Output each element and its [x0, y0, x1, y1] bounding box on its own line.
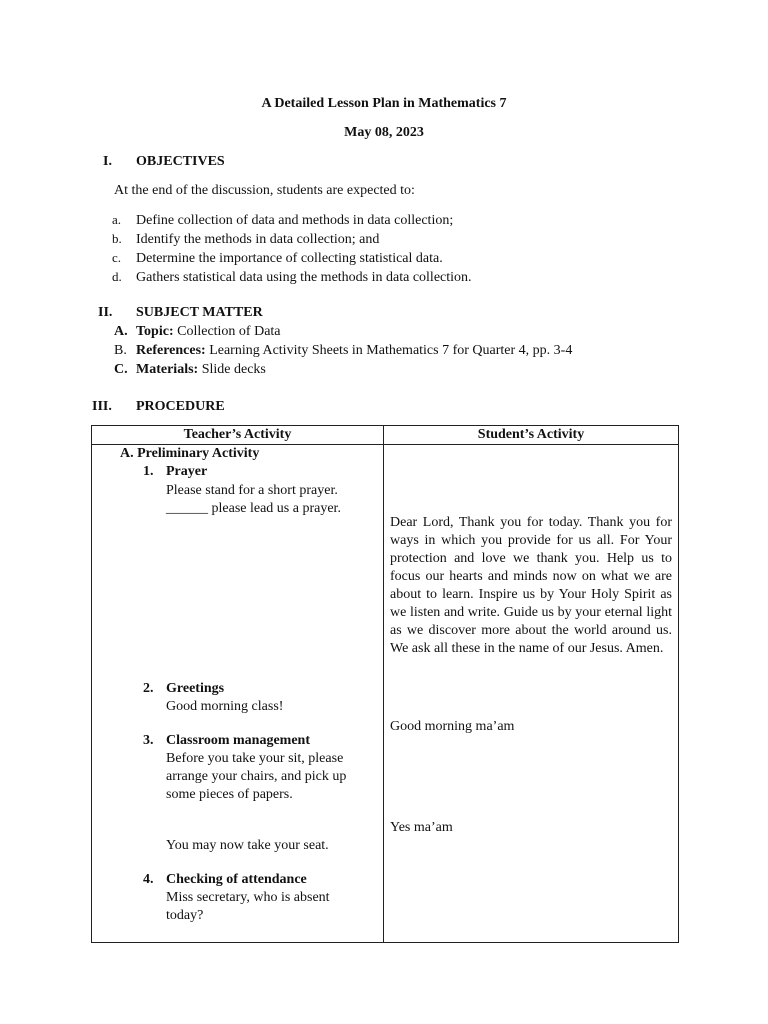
- objective-item: [112, 249, 443, 268]
- step-title-attendance: Checking of attendance: [166, 872, 307, 887]
- step-title-classroom-management: Classroom management: [166, 733, 311, 748]
- column-header-student: Student’s Activity: [384, 426, 679, 445]
- section-number-subject-matter: II.: [98, 305, 113, 320]
- subject-value: Collection of Data: [177, 324, 281, 339]
- step-title-greetings: Greetings: [166, 681, 225, 696]
- objective-text: Gathers statistical data using the methods in data collection.: [136, 270, 472, 285]
- objective-item: [112, 211, 453, 230]
- subject-topic: [114, 323, 281, 341]
- table-header-row: [92, 426, 679, 445]
- prayer-line-2: ______ please lead us a prayer.: [166, 501, 341, 516]
- section-heading-procedure: PROCEDURE: [136, 399, 225, 414]
- list-marker: c.: [112, 250, 122, 265]
- objective-text: Define collection of data and methods in data collection;: [136, 213, 454, 228]
- subject-label: References:: [136, 343, 206, 358]
- list-marker: A.: [114, 324, 128, 339]
- greetings-line: Good morning class!: [166, 699, 284, 714]
- preliminary-activity-heading: A. Preliminary Activity: [120, 446, 260, 461]
- subject-value: Slide decks: [201, 362, 266, 377]
- list-marker: C.: [114, 362, 128, 377]
- prayer-response: Dear Lord, Thank you for today. Thank you for ways in which you provide for us all. For Your protection and love we thank you. Help us to focus our hearts and minds now on what we are about to learn. Inspire us by Your Holy Spirit as we listen and write. Guide us by your eternal light as we discover more about the world around us. We ask all these in the name of our Jesus. Amen.: [390, 515, 672, 656]
- column-header-teacher: Teacher’s Activity: [92, 426, 384, 445]
- document-date: May 08, 2023: [344, 125, 424, 140]
- subject-value: Learning Activity Sheets in Mathematics 7 for Quarter 4, pp. 3-4: [209, 343, 573, 358]
- section-number-procedure: III.: [92, 399, 112, 414]
- step-title-prayer: Prayer: [166, 464, 208, 479]
- attendance-question: Miss secretary, who is absent today?: [166, 890, 330, 923]
- subject-label: Topic:: [136, 324, 174, 339]
- prayer-line-1: Please stand for a short prayer.: [166, 483, 338, 498]
- table-row: [92, 445, 679, 943]
- step-number: 1.: [143, 464, 154, 479]
- student-activity-cell: [384, 445, 679, 943]
- list-marker: B.: [114, 343, 127, 358]
- greetings-response: Good morning ma’am: [390, 719, 515, 734]
- objective-item: [112, 268, 472, 287]
- teacher-activity-cell: [92, 445, 384, 943]
- document-title: A Detailed Lesson Plan in Mathematics 7: [261, 96, 507, 111]
- objective-item: [112, 230, 379, 249]
- section-heading-subject-matter: SUBJECT MATTER: [136, 305, 263, 320]
- list-marker: b.: [112, 231, 122, 246]
- section-number-objectives: I.: [103, 154, 112, 169]
- classroom-response: Yes ma’am: [390, 820, 453, 835]
- list-marker: a.: [112, 212, 122, 227]
- section-heading-objectives: OBJECTIVES: [136, 154, 225, 169]
- procedure-table: [91, 425, 679, 943]
- step-number: 2.: [143, 681, 154, 696]
- objective-text: Identify the methods in data collection; and: [136, 232, 380, 247]
- subject-materials: [114, 361, 266, 379]
- step-number: 4.: [143, 872, 154, 887]
- objective-text: Determine the importance of collecting statistical data.: [136, 251, 443, 266]
- subject-label: Materials:: [136, 362, 199, 377]
- classroom-instruction: Before you take your sit, please arrange your chairs, and pick up some pieces of papers.: [166, 751, 347, 802]
- classroom-seat-line: You may now take your seat.: [166, 838, 329, 853]
- subject-references: [114, 342, 572, 360]
- step-number: 3.: [143, 733, 154, 748]
- list-marker: d.: [112, 269, 122, 284]
- objectives-intro: At the end of the discussion, students are expected to:: [114, 183, 415, 198]
